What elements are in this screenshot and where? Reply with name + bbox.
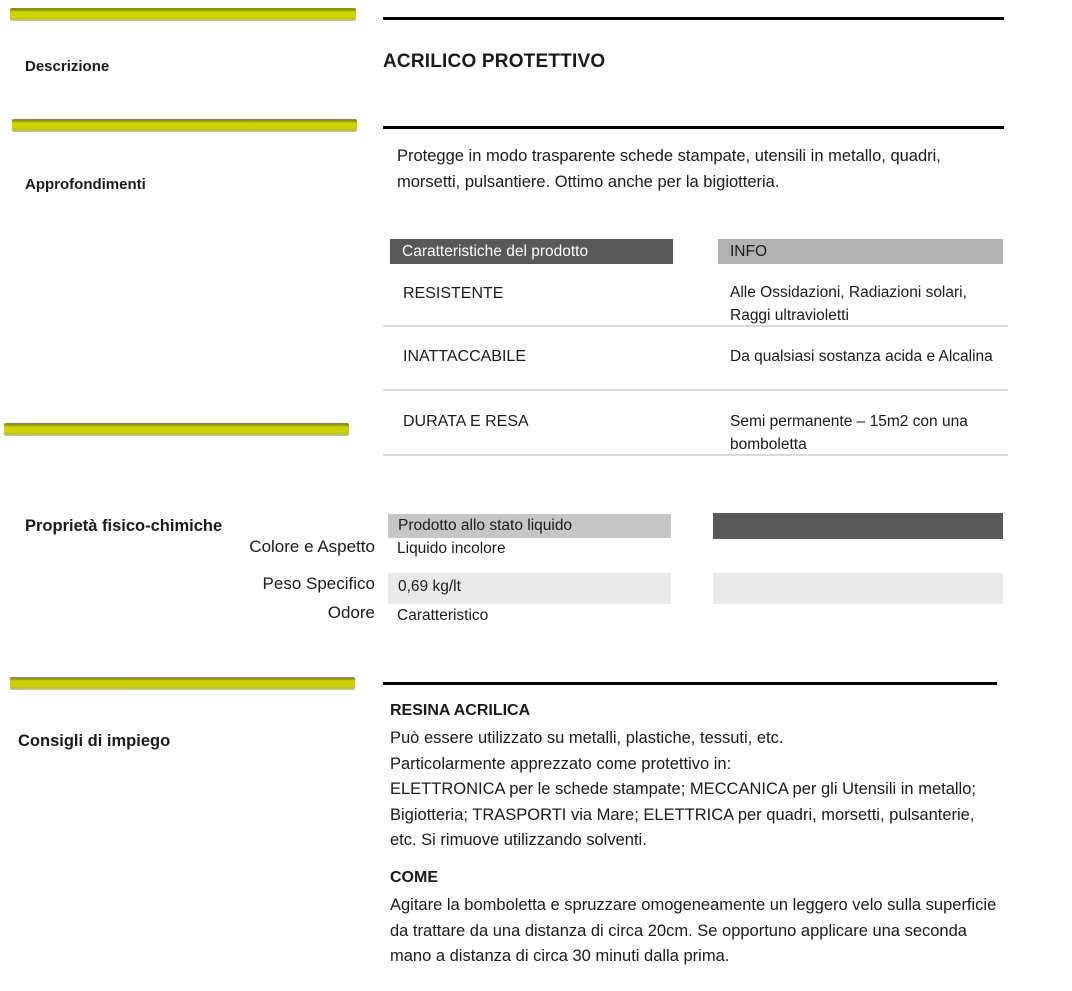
prop-value-colore: Liquido incolore [397, 540, 506, 557]
row-separator [383, 389, 1008, 391]
peso-row-bar [713, 573, 1003, 604]
section-label-descrizione: Descrizione [25, 58, 110, 75]
prop-value-odore: Caratteristico [397, 607, 489, 624]
resina-heading: RESINA ACRILICA [390, 702, 531, 719]
rule-approfondimenti [383, 126, 1004, 129]
resina-line: Può essere utilizzato su metalli, plastiche, tessuti, etc. [390, 729, 784, 747]
table-row-name: INATTACCABILE [403, 348, 526, 365]
resina-line: Particolarmente apprezzato come protettivo in: [390, 754, 732, 773]
table-row-name: RESISTENTE [403, 285, 504, 302]
prop-label-peso: Peso Specifico [262, 574, 375, 593]
state-header-cell: Prodotto allo stato liquido [388, 514, 671, 538]
accent-bar-approfondimenti [12, 119, 357, 132]
section-label-consigli: Consigli di impiego [18, 732, 171, 750]
section-label-approfondimenti: Approfondimenti [25, 176, 146, 193]
prop-label-odore: Odore [327, 603, 375, 622]
come-heading: COME [390, 869, 438, 886]
come-paragraph: Agitare la bomboletta e spruzzare omogeneamente un leggero velo sulla superficie da trattare da una distanza di circa 20cm. Se opportuno applicare una seconda mano a distanza di circa 30 minuti dalla prima. [390, 896, 997, 965]
page-title: ACRILICO PROTETTIVO [383, 51, 606, 72]
resina-paragraph [390, 726, 1004, 854]
row-separator [383, 325, 1008, 327]
table-row-info: Da qualsiasi sostanza acida e Alcalina [730, 348, 993, 365]
rule-top [383, 17, 1004, 20]
section-label-proprieta: Proprietà fisico-chimiche [25, 517, 223, 535]
prop-label-colore: Colore e Aspetto [249, 537, 375, 556]
table-row-info: Semi permanente – 15m2 con una bomboletta [730, 413, 968, 453]
accent-bar-consigli [10, 677, 355, 690]
product-description: Protegge in modo trasparente schede stampate, utensili in metallo, quadri, morsetti, pulsantiere. Ottimo anche per la bigiotteria. [397, 147, 941, 191]
state-header-bar [713, 513, 1003, 539]
rule-consigli [383, 682, 997, 685]
prop-value-peso: 0,69 kg/lt [388, 573, 671, 604]
resina-line: ELETTRONICA per le schede stampate; MECCANICA per gli Utensili in metallo; Bigiotteria; TRASPORTI via Mare; ELETTRICA per quadri, morsetti, pulsanterie, etc. Si rimuove utilizzando solventi. [390, 780, 976, 849]
accent-bar-proprieta [4, 423, 349, 436]
table-row-name: DURATA E RESA [403, 413, 529, 430]
table-header-info: INFO [718, 239, 1003, 264]
row-separator [383, 454, 1008, 456]
table-header-caratteristiche: Caratteristiche del prodotto [390, 239, 673, 264]
table-row-info: Alle Ossidazioni, Radiazioni solari, Raggi ultravioletti [730, 284, 967, 324]
accent-bar-descrizione [10, 8, 356, 21]
